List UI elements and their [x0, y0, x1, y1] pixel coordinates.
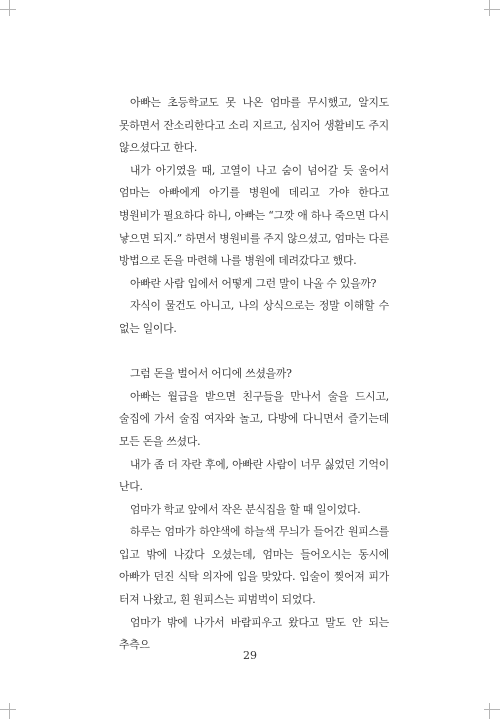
paragraph: 아빠란 사람 입에서 어떻게 그런 말이 나올 수 있을까?: [130, 276, 377, 290]
crop-mark: [9, 0, 10, 16]
paragraph: 아빠는 월급을 받으면 친구들을 만나서 술을 드시고, 술집에 가서 술집 여자와 놀고, 다방에 다니면서 즐기는데 모든 돈을 쓰셨다.: [119, 389, 389, 448]
paragraph: 아빠는 초등학교도 못 나온 엄마를 무시했고, 알지도 못하면서 잔소리한다고 소리 지르고, 심지어 생활비도 주지 않으셨다고 한다.: [119, 96, 389, 155]
body-text: [119, 92, 389, 657]
paragraph: 그럼 돈을 벌어서 어디에 쓰셨을까?: [130, 367, 292, 381]
section-break: [119, 341, 389, 364]
paragraph: 내가 아기였을 때, 고열이 나고 숨이 넘어갈 듯 울어서 엄마는 아빠에게 아기를 병원에 데리고 가야 한다고 병원비가 필요하다 하니, 아빠는 “그깟 애 하나 죽으면 다시 낳으면 되지.” 하면서 병원비를 주지 않으셨고, 엄마는 다른 방법으로 돈을 마련해 나를 병원에 데려갔다고 했다.: [119, 163, 389, 268]
crop-mark: [9, 703, 10, 719]
page-number: 29: [243, 649, 257, 662]
crop-mark: [489, 0, 490, 16]
crop-mark: [0, 9, 16, 10]
crop-mark: [489, 703, 490, 719]
paragraph: 엄마가 밖에 나가서 바람피우고 왔다고 말도 안 되는 추측으: [119, 615, 389, 652]
paragraph: 엄마가 학교 앞에서 작은 분식집을 할 때 일이었다.: [130, 502, 361, 516]
paragraph: 자식이 물건도 아니고, 나의 상식으로는 정말 이해할 수 없는 일이다.: [119, 299, 389, 335]
paragraph: 내가 좀 더 자란 후에, 아빠란 사람이 너무 싫었던 기억이 난다.: [119, 457, 389, 494]
crop-mark: [484, 709, 500, 710]
crop-mark: [0, 709, 16, 710]
crop-mark: [484, 9, 500, 10]
paragraph: 하루는 엄마가 하얀색에 하늘색 무늬가 들어간 원피스를 입고 밖에 나갔다 오셨는데, 엄마는 들어오시는 동시에 아빠가 던진 식탁 의자에 입을 맞았다. 입술이 찢어져 피가 터져 나왔고, 흰 원피스는 피범벅이 되었다.: [119, 525, 389, 607]
